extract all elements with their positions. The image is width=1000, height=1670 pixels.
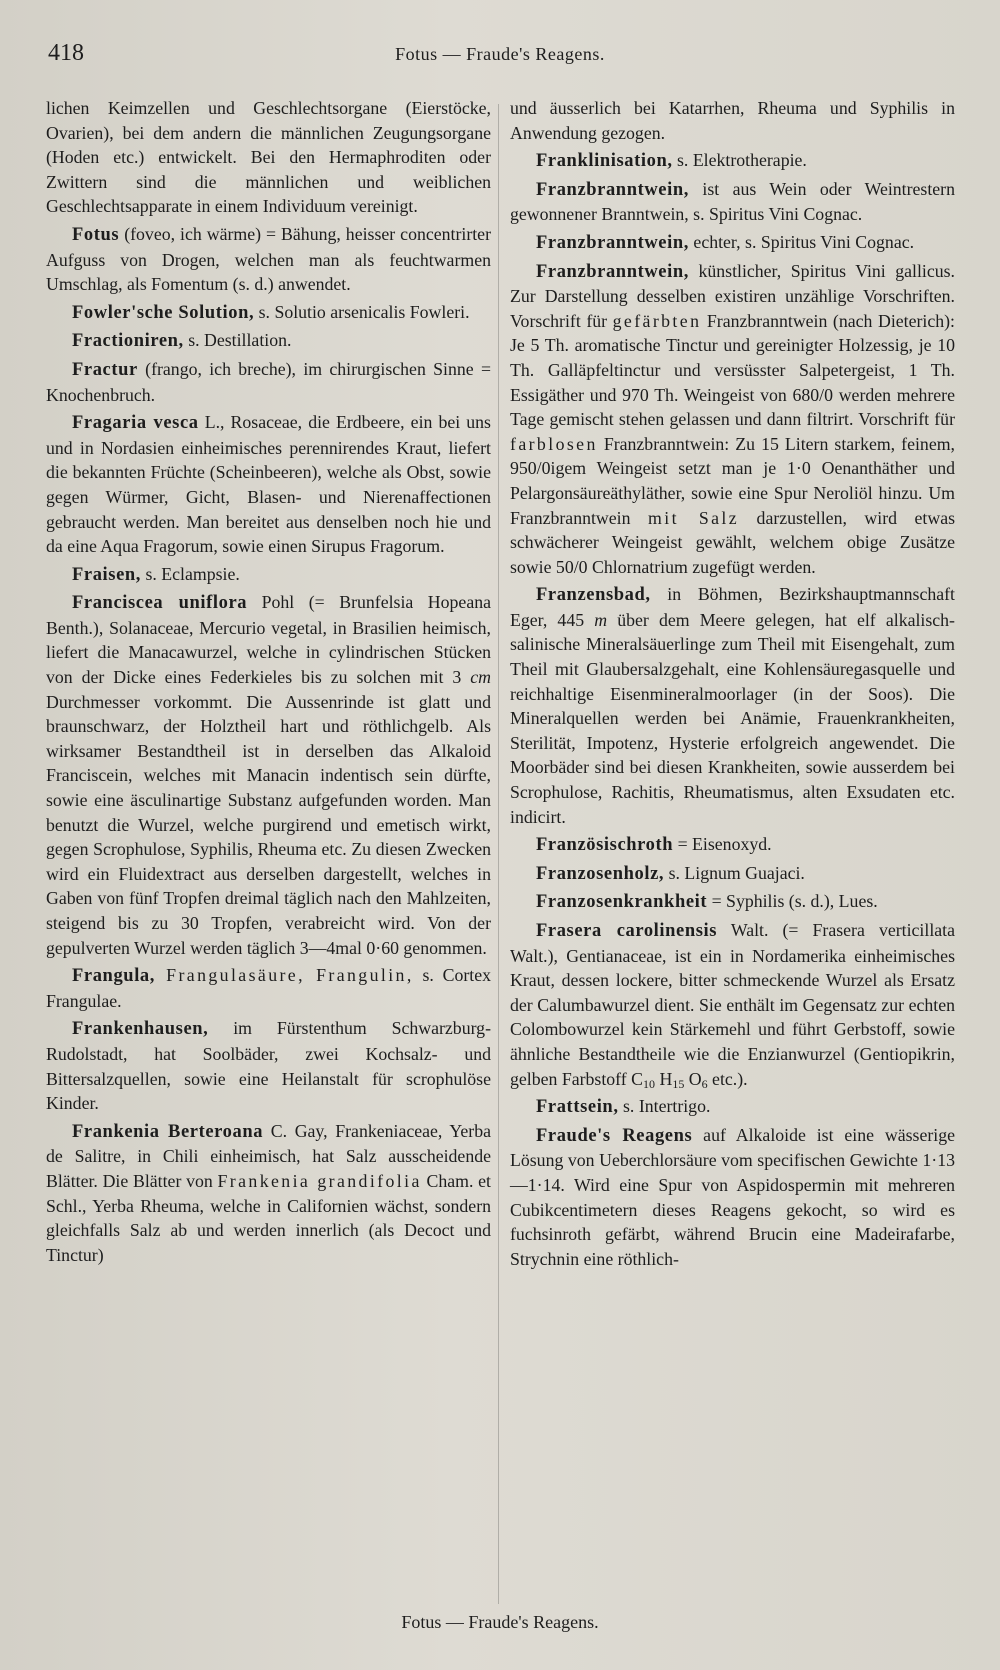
entry-text: C. Gay, Frankeniaceae, Yerba de Salitre, in Chili einheimisch, hat Salz ausscheidende Blätter. Die Blätter von — [46, 1120, 491, 1191]
page-header — [48, 34, 952, 74]
entry-text: etc.). — [707, 1068, 748, 1089]
entry-headword: Frattsein, — [536, 1097, 619, 1118]
entry-text: s. Destillation. — [183, 330, 292, 351]
entry-text: = Eisenoxyd. — [673, 834, 772, 855]
entry-text: (frango, ich breche), im chirurgischen Sinne = Knochenbruch. — [46, 358, 491, 405]
entry-franzbranntwein-kuenstlicher — [510, 259, 955, 580]
entry-text: darzustellen, wird etwas schwächerer Weingeist gewählt, welchem obige Zusätze sowie 5 — [510, 507, 956, 577]
entry-text: igem Weingeist setzt man je 1·0 Oenanthäther und Pelargonsäureäthyläther, sowie eine Spur Neroliöl hinzu. Um Franzbranntwein — [510, 458, 955, 528]
entry-headword: Franzensbad, — [536, 585, 651, 606]
entry-text: = Syphilis (s. d.), Lues. — [707, 891, 878, 912]
entry-text: und äusserlich bei Katarrhen, Rheuma und Syphilis in Anwendung gezogen. — [510, 98, 955, 143]
entry-continuation — [510, 96, 955, 145]
entry-frankenhausen — [46, 1016, 491, 1115]
entry-text: s. Lignum Guajaci. — [664, 862, 805, 883]
entry-franzensbad — [510, 582, 955, 829]
entry-text: 0/0 — [527, 458, 551, 479]
entry-headword: Franzosenholz, — [536, 863, 665, 884]
entry-text: 10 — [643, 1076, 656, 1091]
entry-headword: Frankenia Berteroana — [72, 1121, 264, 1142]
entry-text: ist aus Wein oder Weintrestern gewonnener Branntwein, s. Spiritus Vini Cognac. — [510, 178, 955, 225]
entry-headword: Französischroth — [536, 835, 674, 856]
entry-headword: Franzbranntwein, — [536, 261, 689, 282]
entry-text: Cham. et Schl., Yerba Rheuma, welche in Californien wächst, sondern gleichfalls Salz ab und werden innerlich (als Decoct und Tinctur) — [46, 1170, 491, 1265]
entry-frangula — [46, 963, 491, 1013]
entry-text: 6 — [701, 1076, 708, 1091]
entry-text: lichen Keimzellen und Geschlechtsorgane (Eierstöcke, Ovarien), bei dem andern die männlichen Zeugungsorgane (Hoden etc.) entwickelt. Bei den Hermaphroditen oder Zwittern sind die männlichen und weiblichen Geschlechtsapparate in einem Individuum vereinigt. — [46, 98, 491, 217]
entry-text: gefärbten — [612, 310, 702, 331]
entry-headword: Fragaria vesca — [72, 413, 199, 434]
running-head: Fotus — Fraude's Reagens. — [395, 44, 605, 64]
entry-text: mit Salz — [648, 507, 740, 528]
entry-text: (foveo, ich wärme) = Bähung, heisser concentrirter Aufguss von Drogen, welchen man als feuchtwarmen Umschlag, als Fomentum (s. d.) anwendet. — [46, 223, 491, 295]
entry-text: farblosen — [510, 433, 598, 454]
entry-headword: Fraisen, — [72, 564, 142, 585]
entry-headword: Fractur — [72, 359, 138, 380]
entry-continuation — [46, 96, 491, 219]
entry-text: L., Rosaceae, die Erdbeere, ein bei uns und in Nordasien einheimisches perennirendes Kraut, liefert die bekannten Früchte (Scheinbeeren), welche als Obst, sowie gegen Würmer, Gicht, Blasen- und Nierenaffectionen gebraucht werden. Man bereitet aus denselben noch hie und da eine Aqua Fragorum, sowie einen Sirupus Fragorum. — [46, 412, 491, 557]
entry-text: O — [684, 1068, 702, 1089]
entry-headword: Frasera carolinensis — [536, 921, 718, 941]
page-number: 418 — [48, 40, 84, 66]
entry-headword: Franzbranntwein, — [536, 179, 689, 200]
entry-text: werden mehrere Tage gemischt stehen gelassen und dann filtrirt. Vorschrift für — [510, 384, 955, 430]
entry-text: auf Alkaloide ist eine wässerige Lösung von Ueberchlorsäure vom specifischen Gewichte 1·13—1·14. Wird eine Spur von Aspidospermin mit mehreren Cubikcentimetern dieses Reagens gekocht, so wird es fuchsinroth gefärbt, während Brucin eine Madeirafarbe, Strychnin eine röthlich- — [510, 1124, 956, 1269]
entry-text: über dem Meere gelegen, hat elf alkalisch-salinische Mineralsäuerlinge zum Theil mit Eisengehalt, zum Theil mit Glaubersalzgehalt, eine Kohlensäuregasquelle und reichhaltige Eisenmineralmoorlager (in der Soos). Die Mineralquellen werden bei Anämie, Frauenkrankheiten, Sterilität, Impotenz, Hysterie erfolgreich angewendet. Die Moorbäder sind bei diesen Krankheiten, sowie ausserdem bei Scrophulose, Rachitis, Rheumatismus, alten Exsudaten etc. indicirt. — [510, 609, 955, 827]
entry-fragaria-vesca — [46, 410, 491, 559]
entry-headword: Franzosenkrankheit — [536, 892, 708, 913]
entry-franklinisation — [510, 148, 955, 174]
entry-fraisen — [46, 562, 491, 588]
entry-headword: Fotus — [72, 224, 120, 245]
column-divider — [498, 104, 499, 1604]
entry-text: in Böhmen, Bezirkshauptmannschaft Eger, 445 — [510, 584, 955, 630]
entry-frasera-carolinensis — [510, 918, 955, 1091]
entry-text: 0/0 — [810, 384, 834, 405]
entry-text: Frangulasäure, Frangulin, — [155, 965, 414, 986]
entry-text: Chlornatrium zugefügt werden. — [587, 556, 816, 577]
entry-fotus — [46, 222, 491, 297]
entry-text: s. Cortex Frangulae. — [46, 965, 491, 1011]
entry-franzosenkrankheit — [510, 889, 955, 915]
entry-text: Pohl (= Brunfelsia Hopeana Benth.), Solanaceae, Mercurio vegetal, in Brasilien heimisch, liefert die Manacawurzel, welche in cylindrischen Stücken von der Dicke eines Federkieles bis zu solchen mit 3 — [46, 592, 491, 688]
entry-frattsein — [510, 1094, 955, 1120]
entry-fowlersche-solution — [46, 300, 491, 326]
entry-fractioniren — [46, 328, 491, 354]
right-column — [510, 96, 955, 1274]
entry-text: im Fürstenthum Schwarzburg-Rudolstadt, hat Soolbäder, zwei Kochsalz- und Bittersalzquellen, sowie eine Heilanstalt für scrophulöse Kinder. — [46, 1018, 491, 1114]
entry-text: 15 — [672, 1076, 685, 1091]
entry-text: Franzbranntwein: Zu 15 Litern starkem, feinem, 95 — [510, 433, 955, 479]
entry-headword: Fraude's Reagens — [536, 1125, 693, 1146]
entry-headword: Franciscea uniflora — [72, 593, 248, 614]
entry-headword: Fowler'sche Solution, — [72, 302, 255, 323]
entry-text: cm — [470, 667, 491, 688]
entry-franzoesischroth — [510, 832, 955, 858]
entry-franzbranntwein — [510, 177, 955, 227]
entry-franzosenholz — [510, 861, 955, 887]
entry-text: echter, s. Spiritus Vini Cognac. — [688, 231, 915, 252]
entry-frankenia-berteroana — [46, 1119, 491, 1268]
entry-headword: Frankenhausen, — [72, 1019, 209, 1040]
entry-text: künstlicher, Spiritus Vini gallicus. Zur Darstellung desselben existiren unzählige Vorschriften. Vorschrift für — [510, 260, 955, 331]
entry-fractur — [46, 357, 491, 407]
page-footer: Fotus — Fraude's Reagens. — [401, 1612, 599, 1632]
entry-text: 0/0 — [564, 556, 588, 577]
entry-headword: Franklinisation, — [536, 151, 673, 172]
entry-fraudes-reagens — [510, 1123, 955, 1272]
entry-text: Walt. (= Frasera verticillata Walt.), Gentianaceae, ist ein in Nordamerika einheimisches Kraut, dessen lockere, bitter schmeckende Wurzel als Ersatz der Calumbawurzel dient. Sie enthält im Gegensatz zur echten Colombowurzel kein Stärkemehl und führt Gerbstoff, sowie ähnliche Bestandtheile wie die Enzianwurzel (Gentiopikrin, gelben Farbstoff C — [510, 920, 955, 1089]
entry-headword: Franzbranntwein, — [536, 232, 689, 253]
entry-text: Frankenia grandifolia — [217, 1170, 422, 1191]
entry-text: H — [655, 1068, 673, 1089]
entry-text: Durchmesser vorkommt. Die Aussenrinde ist glatt und braunschwarz, der Holztheil hart und röthlichgelb. Als wirksamer Bestandtheil ist in derselben das Alkaloid Franciscein, welches mit Manacin indentisch sein dürfte, sowie eine äsculinartige Substanz aufgefunden worden. Man benutzt die Wurzel, welche purgirend und emetisch wirkt, gegen Scrophulose, Syphilis, Rheuma etc. Zu diesen Zwecken wird ein Fluidextract aus derselben dargestellt, welches in Gaben von fünf Tropfen dreimal täglich nach den Mahlzeiten, steigend bis zu 30 Tropfen, verabreicht wird. Von der gepulverten Wurzel werden täglich 3—4mal 0·60 genommen. — [46, 691, 491, 958]
entry-franzbranntwein-echter — [510, 230, 955, 256]
entry-text: s. Eclampsie. — [141, 563, 240, 584]
entry-headword: Fractioniren, — [72, 331, 184, 352]
entry-franciscea-uniflora — [46, 590, 491, 960]
left-column — [46, 96, 491, 1270]
entry-text: s. Elektrotherapie. — [672, 150, 807, 171]
entry-text: s. Intertrigo. — [618, 1096, 711, 1117]
entry-text: Franzbranntwein (nach Dieterich): Je 5 Th. aromatische Tinctur und gereinigter Holzessig, je 10 Th. Galläpfeltinctur und versüsster Salpetergeist, 1 Th. Essigäther und 970 Th. Weingeist von 68 — [510, 310, 955, 405]
entry-headword: Frangula, — [72, 966, 156, 987]
entry-text: m — [594, 609, 608, 630]
entry-text: s. Solutio arsenicalis Fowleri. — [254, 301, 470, 322]
